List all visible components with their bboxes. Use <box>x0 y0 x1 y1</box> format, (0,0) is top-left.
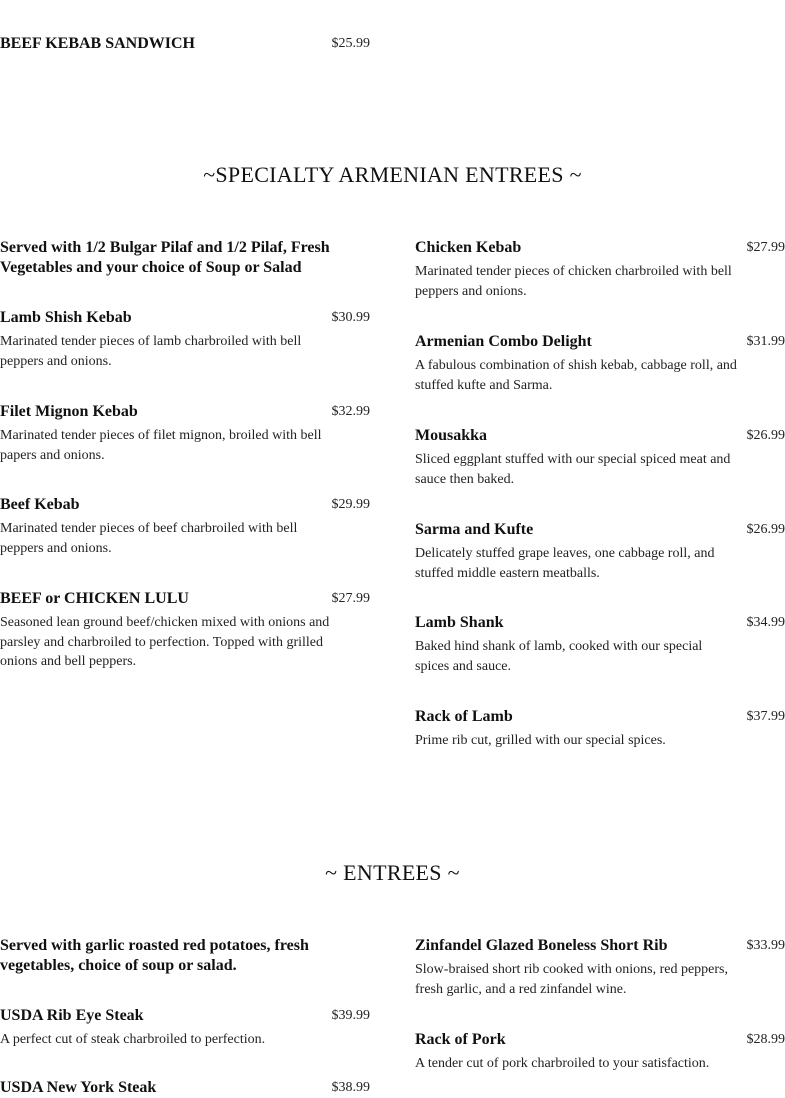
menu-item <box>415 238 785 301</box>
menu-item-beef-kebab-sandwich <box>0 34 370 54</box>
menu-item <box>415 936 785 999</box>
item-price: $34.99 <box>747 613 785 633</box>
item-price: $30.99 <box>332 308 371 328</box>
item-description: A tender cut of pork charbroiled to your satisfaction. <box>415 1054 715 1074</box>
menu-item <box>415 1030 785 1074</box>
item-price: $27.99 <box>332 589 371 609</box>
menu-item <box>415 613 785 676</box>
section-title-entrees: ~ ENTREES ~ <box>0 860 785 886</box>
item-price: $38.99 <box>332 1078 371 1098</box>
item-price: $32.99 <box>332 402 371 422</box>
item-price: $33.99 <box>747 936 785 956</box>
menu-item <box>0 1006 370 1050</box>
menu-item <box>415 520 785 583</box>
item-name: Zinfandel Glazed Boneless Short Rib <box>415 936 785 956</box>
item-price: $29.99 <box>332 495 371 515</box>
item-description: Marinated tender pieces of chicken charbroiled with bell peppers and onions. <box>415 262 745 301</box>
menu-item <box>0 1078 370 1098</box>
item-name: Chicken Kebab <box>415 238 785 258</box>
menu-item <box>0 308 370 371</box>
item-price: $25.99 <box>332 34 371 54</box>
item-name: Rack of Pork <box>415 1030 785 1050</box>
item-name: USDA New York Steak <box>0 1078 370 1098</box>
section-title-specialty: ~SPECIALTY ARMENIAN ENTREES ~ <box>0 162 785 188</box>
item-description: Delicately stuffed grape leaves, one cabbage roll, and stuffed middle eastern meatballs. <box>415 544 755 583</box>
item-description: Marinated tender pieces of filet mignon, broiled with bell papers and onions. <box>0 426 340 465</box>
item-price: $27.99 <box>747 238 785 258</box>
item-name: Mousakka <box>415 426 785 446</box>
item-price: $31.99 <box>747 332 785 352</box>
item-description: Prime rib cut, grilled with our special spices. <box>415 731 745 751</box>
section-intro-entrees: Served with garlic roasted red potatoes, fresh vegetables, choice of soup or salad. <box>0 936 370 976</box>
menu-item <box>0 495 370 558</box>
item-description: A fabulous combination of shish kebab, cabbage roll, and stuffed kufte and Sarma. <box>415 356 745 395</box>
cutoff-price-left <box>352 0 359 2</box>
section-intro-specialty: Served with 1/2 Bulgar Pilaf and 1/2 Pilaf, Fresh Vegetables and your choice of Soup or Salad <box>0 238 380 278</box>
item-description: Seasoned lean ground beef/chicken mixed with onions and parsley and charbroiled to perfection. Topped with grilled onions and bell peppers. <box>0 613 330 672</box>
item-price: $39.99 <box>332 1006 371 1026</box>
item-name: BEEF KEBAB SANDWICH <box>0 34 370 54</box>
menu-item <box>415 707 785 751</box>
item-description: Sliced eggplant stuffed with our special spiced meat and sauce then baked. <box>415 450 745 489</box>
item-name: Armenian Combo Delight <box>415 332 785 352</box>
item-name: Filet Mignon Kebab <box>0 402 370 422</box>
item-name: Rack of Lamb <box>415 707 785 727</box>
item-name: Lamb Shish Kebab <box>0 308 370 328</box>
menu-item <box>0 402 370 465</box>
cutoff-price-right <box>756 0 763 2</box>
item-price: $28.99 <box>747 1030 785 1050</box>
item-description: Marinated tender pieces of beef charbroiled with bell peppers and onions. <box>0 519 320 558</box>
item-description: Slow-braised short rib cooked with onions, red peppers, fresh garlic, and a red zinfandel wine. <box>415 960 745 999</box>
item-price: $26.99 <box>747 520 785 540</box>
item-name: BEEF or CHICKEN LULU <box>0 589 370 609</box>
item-description: A perfect cut of steak charbroiled to perfection. <box>0 1030 340 1050</box>
menu-item <box>415 426 785 489</box>
menu-item <box>415 332 785 395</box>
item-description: Marinated tender pieces of lamb charbroiled with bell peppers and onions. <box>0 332 320 371</box>
item-name: Lamb Shank <box>415 613 785 633</box>
menu-item <box>0 589 370 672</box>
item-price: $26.99 <box>747 426 785 446</box>
item-price: $37.99 <box>747 707 785 727</box>
item-name: USDA Rib Eye Steak <box>0 1006 370 1026</box>
item-name: Beef Kebab <box>0 495 370 515</box>
item-name: Sarma and Kufte <box>415 520 785 540</box>
item-description: Baked hind shank of lamb, cooked with our special spices and sauce. <box>415 637 725 676</box>
